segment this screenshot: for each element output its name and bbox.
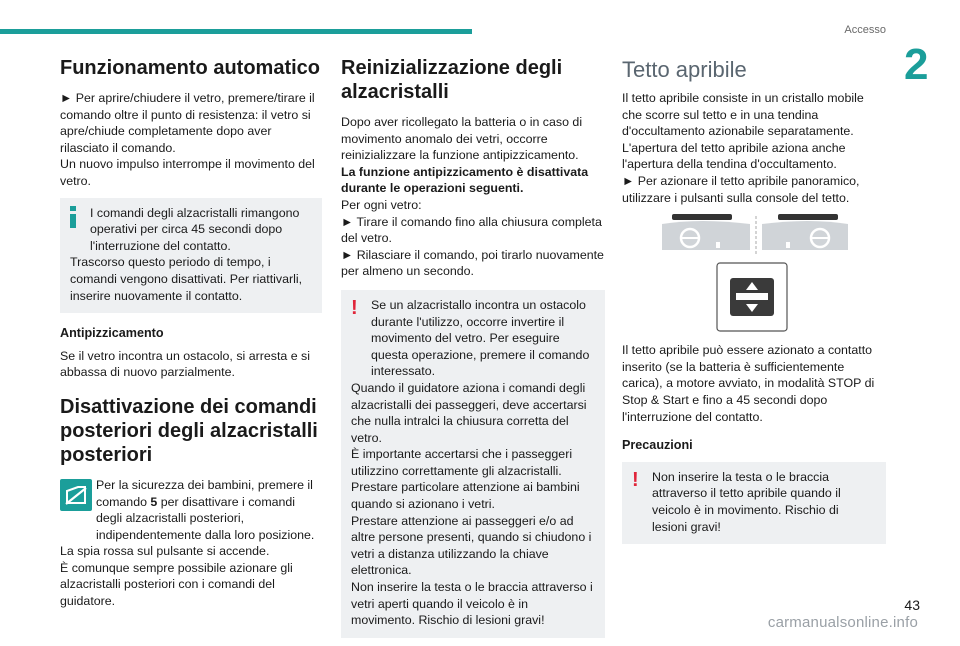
warning-icon: ! [632,468,639,491]
precautions-title: Precauzioni [622,438,693,453]
warning-icon: ! [351,296,358,319]
section-name: Accesso [844,24,886,36]
column-right [622,56,886,552]
warning-paragraph-3: È importante accertarsi che i passeggeri utilizzino correttamente gli alzacristalli. [351,447,573,478]
reset-paragraph-5: ► Rilasciare il comando, poi tirarlo nuovamente per almeno un secondo. [341,247,604,279]
precautions-warning-box [622,462,886,544]
auto-title: Funzionamento automatico [60,57,320,79]
roof-paragraph-3: Il tetto apribile può essere azionato a contatto inserito (se la batteria è sufficientemente carica), a motore avviato, in modalità STOP di Stop & Start e fino a 45 secondi dopo l'interruzione del contatto. [622,343,875,424]
auto-paragraph-1: ► Per aprire/chiudere il vetro, premere/tirare il comando oltre il punto di resistenza: il vetro si apre/chiude completamente dopo aver rilasciato il comando. [60,91,315,155]
rear-title: Disattivazione dei comandi posteriori degli alzacristalli posteriori [60,395,318,466]
page-number: 43 [904,597,920,613]
pinch-title: Antipizzicamento [60,326,164,341]
warning-paragraph-6: Non inserire la testa o le braccia attraverso i vetri aperti quando il veicolo è in movimento. Rischio di lesioni gravi! [351,580,593,628]
info-box [60,198,322,314]
rear-feature [60,477,322,543]
warning-paragraph-4: Prestare particolare attenzione ai bambini quando si azionano i vetri. [351,480,580,512]
reset-title: Reinizializzazione degli alzacristalli [341,57,563,103]
info-icon [70,206,76,228]
column-left [60,56,322,610]
chapter-number: 2 [904,40,929,89]
reset-paragraph-1: Dopo aver ricollegato la batteria o in caso di movimento anomalo dei vetri, occorre reinizializzare la funzione antipizzicamento. [341,115,583,163]
warning-paragraph-2: Quando il guidatore aziona i comandi degli alzacristalli dei passeggeri, deve accertarsi che nulla intralci la chiusura corretta del vetro. [351,380,587,445]
roof-paragraph-1: Il tetto apribile consiste in un cristallo mobile che scorre sul tetto e in una tendina d'occultamento azionabile separatamente. L'apertura del tetto apribile aziona anche l'apertura della tendina d'occultamento. [622,91,864,172]
rear-control-number: 5 [150,494,158,509]
reset-paragraph-3: Per ogni vetro: [341,197,422,212]
pinch-paragraph: Se il vetro incontra un ostacolo, si arresta e si abbassa di nuovo parzialmente. [60,348,310,380]
auto-paragraph-2: Un nuovo impulso interrompe il movimento del vetro. [60,157,315,188]
precautions-warning-text: Non inserire la testa o le braccia attraverso il tetto apribile quando il veicolo è in movimento. Rischio di lesioni gravi! [652,469,841,534]
roof-paragraph-2: ► Per azionare il tetto apribile panoramico, utilizzare i pulsanti sulla console del tetto. [622,173,860,205]
watermark: carmanualsonline.info [767,614,918,631]
header-accent-bar [0,29,472,34]
column-middle [341,56,605,646]
reset-paragraph-4: ► Tirare il comando fino alla chiusura completa del vetro. [341,214,602,246]
rear-paragraph-1-post: per disattivare i comandi degli alzacristalli posteriori, indipendentemente dalla loro posizione. [96,494,315,542]
rear-paragraph-2: La spia rossa sul pulsante si accende. [60,544,270,559]
warning-paragraph-5: Prestare attenzione ai passeggeri e/o ad altre persone presenti, quando si chiudono i vetri a distanza utilizzando la chiave elettronica. [351,513,592,578]
steering-wheel-illustration [650,214,860,256]
rear-paragraph-3: È comunque sempre possibile azionare gli alzacristalli posteriori con i comandi del guidatore. [60,560,293,609]
roof-console-buttons [716,262,788,332]
warning-paragraph-1: Se un alzacristallo incontra un ostacolo durante l'utilizzo, occorre invertire il movimento del vetro. Per eseguire questa operazione, premere il comando interessato. [371,297,590,379]
info-paragraph-2: Trascorso questo periodo di tempo, i comandi vengono disattivati. Per riattivarli, inserire nuovamente il contatto. [70,255,303,303]
window-lock-icon [60,479,92,511]
reset-paragraph-2: La funzione antipizzicamento è disattivata durante le operazioni seguenti. [341,164,589,196]
roof-title: Tetto apribile [622,57,747,82]
rear-paragraph-1-pre: Per la sicurezza dei bambini, premere il comando [96,477,313,509]
info-paragraph-1: I comandi degli alzacristalli rimangono operativi per circa 45 secondi dopo l'interruzione del contatto. [90,205,300,253]
warning-box [341,290,605,638]
